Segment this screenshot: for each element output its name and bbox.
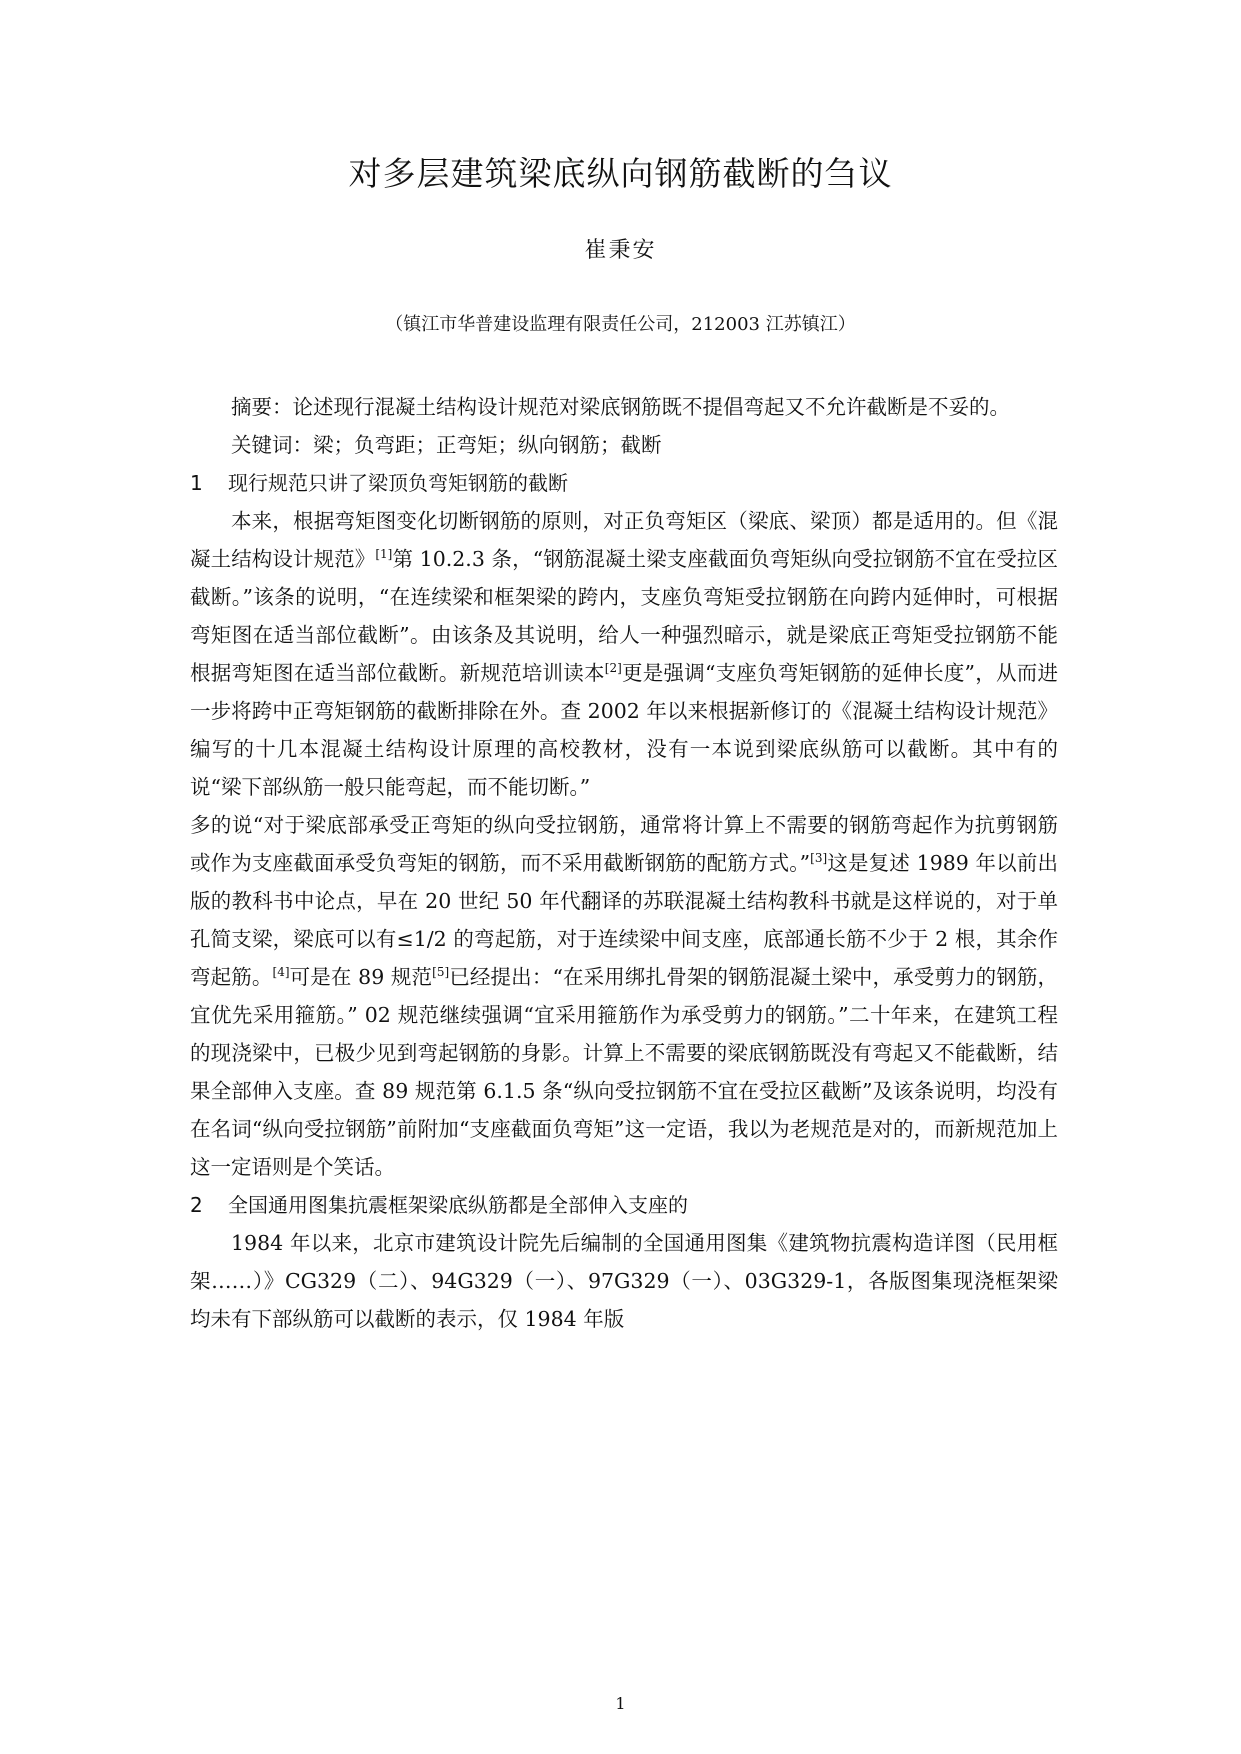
keywords: 关键词：梁；负弯距；正弯矩；纵向钢筋；截断 <box>231 433 662 457</box>
section-1-title: 现行规范只讲了梁顶负弯矩钢筋的截断 <box>228 471 568 495</box>
text-run: 多的说“对于梁底部承受正弯矩的纵向受拉钢筋，通常将计算上不需要的钢筋弯起作为抗剪钢筋或作为支座截面承受负弯矩的钢筋，而不采用截断钢筋的配筋方式。” <box>190 813 1058 875</box>
text-run: 这是复述 1989 年以前出版的教科书中论点，早在 20 世纪 50 年代翻译的苏联混凝土结构教科书就是这样说的，对于单孔简支梁，梁底可以有≤1/2 的弯起筋，对于连续梁中间支座，底部通长筋不少于 2 根，其余作弯起筋。 <box>190 851 1058 989</box>
citation-4: [4] <box>272 965 290 979</box>
paper-title: 对多层建筑梁底纵向钢筋截断的刍议 <box>348 154 893 193</box>
abstract: 摘要：论述现行混凝土结构设计规范对梁底钢筋既不提倡弯起又不允许截断是不妥的。 <box>231 395 1010 419</box>
section-1-heading <box>190 464 1058 502</box>
author-affiliation: （镇江市华普建设监理有限责任公司，212003 江苏镇江） <box>385 314 856 335</box>
text-run: 更是强调“支座负弯矩钢筋的延伸长度”，从而进一步将跨中正弯矩钢筋的截断排除在外。查 2002 年以来根据新修订的《混凝土结构设计规范》编写的十几本混凝土结构设计原理的高校教材，没有一本说到梁底纵筋可以截断。其中有的说“梁下部纵筋一般只能弯起，而不能切断。” <box>190 661 1058 799</box>
paper-body <box>190 388 1058 1338</box>
section-2-heading <box>190 1186 1058 1224</box>
citation-1: [1] <box>375 547 393 561</box>
text-run: 本来，根据弯矩图变化切断钢筋的原则，对正负弯矩区（梁底、梁顶）都是适用的。但《混凝土结构设计规范》 <box>190 509 1058 571</box>
author-name: 崔秉安 <box>584 238 657 263</box>
text-run: 可是在 89 规范 <box>289 965 433 989</box>
citation-5: [5] <box>432 965 450 979</box>
text-run: 第 10.2.3 条，“钢筋混凝土梁支座截面负弯矩纵向受拉钢筋不宜在受拉区截断。”该条的说明，“在连续梁和框架梁的跨内，支座负弯矩受拉钢筋在向跨内延伸时，可根据弯矩图在适当部位截断”。由该条及其说明，给人一种强烈暗示，就是梁底正弯矩受拉钢筋不能根据弯矩图在适当部位截断。新规范培训读本 <box>190 547 1059 685</box>
citation-3: [3] <box>810 851 828 865</box>
citation-2: [2] <box>604 661 622 675</box>
section-1-number: 1 <box>190 471 203 495</box>
section-2-paragraph: 1984 年以来，北京市建筑设计院先后编制的全国通用图集《建筑物抗震构造详图（民用框架……）》CG329（二）、94G329（一）、97G329（一）、03G329-1，各版图集现浇框架梁均未有下部纵筋可以截断的表示，仅 1984 年版 <box>190 1231 1058 1331</box>
section-1-paragraph <box>190 502 1058 1186</box>
section-2-title: 全国通用图集抗震框架梁底纵筋都是全部伸入支座的 <box>228 1193 688 1217</box>
page-number: 1 <box>615 1694 626 1713</box>
text-run: 已经提出：“在采用绑扎骨架的钢筋混凝土梁中，承受剪力的钢筋，宜优先采用箍筋。” 02 规范继续强调“宜采用箍筋作为承受剪力的钢筋。”二十年来，在建筑工程的现浇梁中，已极少见到弯起钢筋的身影。计算上不需要的梁底钢筋既没有弯起又不能截断，结果全部伸入支座。查 89 规范第 6.1.5 条“纵向受拉钢筋不宜在受拉区截断”及该条说明，均没有在名词“纵向受拉钢筋”前附加“支座截面负弯矩”这一定语，我以为老规范是对的，而新规范加上这一定语则是个笑话。 <box>190 965 1059 1179</box>
section-2-number: 2 <box>190 1193 203 1217</box>
